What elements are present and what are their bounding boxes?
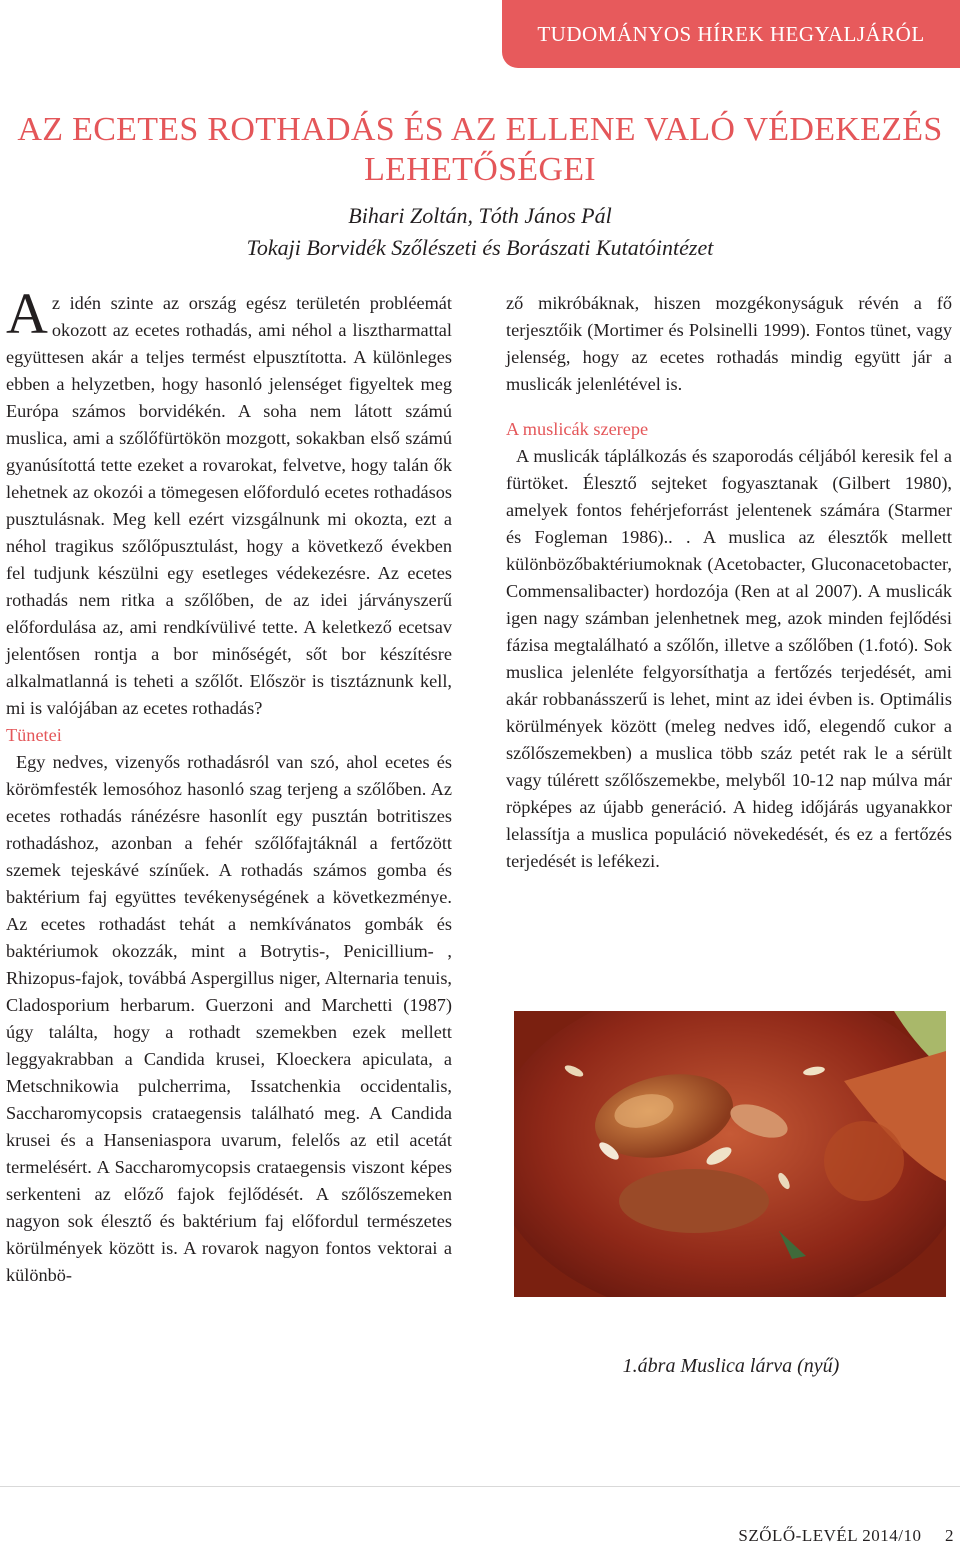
page-footer [738,1526,954,1546]
larva-photo [514,1011,946,1297]
figure-caption: 1.ábra Muslica lárva (nyű) [622,1355,840,1377]
section-banner [502,0,960,68]
title-line-1: AZ ECETES ROTHADÁS ÉS AZ ELLENE VALÓ VÉDEKEZÉS [17,111,943,148]
page-number: 2 [945,1526,954,1545]
continuation-text: ző mikróbáknak, hiszen mozgékonyságuk révén a fő terjesztőik (Mortimer és Polsinelli 1999). Fontos tünet, vagy jelenség, hogy az ecetes rothadás mindig együtt jár a muslicák jelenlétével is. [506,293,952,394]
title-line-2: LEHETŐSÉGEI [364,151,596,188]
authors: Bihari Zoltán, Tóth János Pál [348,203,612,228]
right-column [506,290,952,875]
footer-divider [0,1486,960,1487]
larva-photo-illustration [514,1011,946,1297]
symptoms-text: Egy nedves, vizenyős rothadásról van szó, ahol ecetes és körömfesték lemosóhoz hasonló szag terjeng a szőlőben. Az ecetes rothadás ránézésre hasonlít egy pusztán botritiszes rothadáshoz, azonban a fehér szőlőfajtáknál a fertőzött szemek tejeskávé színűek. A rothadás számos gomba és baktérium faj együttes tevékenységének a következménye. Az ecetes rothadást tehát a nemkívánatos gombák és baktériumok okozzák, mint a Botrytis-, Penicillium- , Rhizopus-fajok, továbbá Aspergillus niger, Alternaria tenuis, Cladosporium herbarum. Guerzoni and Marchetti (1987) úgy találta, hogy a rothadt szemekben ezek mellett leggyakrabban a Candida krusei, Kloeckera apiculata, a Metschnikowia pulcherrima, Issatchenkia occidentalis, Saccharomycopsis crataegensis található meg. A Candida krusei és a Hanseniaspora uvarum, felelős az etil acetát termelésért. A Saccharomycopsis crataegensis viszont képes serkenteni az előző fajok fejlődését. A szőlőszemeken nagyon sok élesztő és baktérium faj előfordul természetes körülmények között is. A rovarok nagyon fontos vektorai a különbö- [6,752,452,1285]
left-column [6,281,452,1289]
section-heading-symptoms: Tünetei [6,725,62,745]
byline [0,200,960,264]
section-heading-fruitflies: A muslicák szerepe [506,419,649,439]
intro-paragraph [6,281,452,722]
drop-cap: A [6,281,48,346]
intro-text: z idén szinte az ország egész területén probléemát okozott az ecetes rothadás, ami néhol a lisztharmattal együttesen akár a teljes termést elpusztította. A különleges ebben a helyzetben, hogy hasonló jelenséget figyeltek meg Európa számos borvidékén. A soha nem látott számú muslica, ami a szőlőfürtökön mozgott, sokakban első számú gyanúsítottá tette ezeket a rovarokat, felvetve, hogy talán ők lehetnek az okozói a tömegesen előforduló ecetes rothadásos pusztulásnak. Meg kell ezért vizsgálnunk mi okozta, ezt a néhol tragikus szőlőpusztulást, hogy a következő években fel tudjunk készülni egy esetleges védekezésre. Az ecetes rothadás nem ritka a szőlőben, de az idei járványszerű előfordulása az, ami rendkívülivé tette. A keletkező ecetsav jelentősen rontja a bor minőségét, sőt bor készítésre alkalmatlanná is teheti a szőlőt. Először is tisztáznunk kell, mi is valójában az ecetes rothadás? [6,293,452,718]
fruitflies-text: A muslicák táplálkozás és szaporodás céljából keresik fel a fürtöket. Élesztő sejteket fogyasztanak (Gilbert 1980), amelyek fontos fehérjeforrást jelentenek számára (Starmer és Fogleman 1986).. . A muslica az élesztők mellett különbözőbaktériumoknak (Acetobacter, Gluconacetobacter, Commensalibacter) hordozója (Ren at al 2007). A muslicák igen nagy számban jelenhetnek meg, azok minden fejlődési fázisa megtalálható a szőlőn, illetve a szőlőben (1.fotó). Sok muslica jelenléte felgyorsíthatja a fertőzés terjedését, ami akár robbanásszerű is lehet, mint az idei évben is. Optimális körülmények között (meleg nedves idő, elegendő cukor a szőlőszemekben) a muslica több száz petét rak le a sérült vagy túlérett szőlőszemekbe, melyből 10-12 nap múlva már röpképes az újabb generáció. A hideg időjárás ugyanakkor lelassítja a muslica populáció növekedését, és ez a fertőzés terjedését is lefékezi. [506,446,952,871]
article-title [0,110,960,190]
institute: Tokaji Borvidék Szőlészeti és Borászati Kutatóintézet [246,235,714,260]
publication-name: SZŐLŐ-LEVÉL 2014/10 [738,1526,922,1545]
section-label: TUDOMÁNYOS HÍREK HEGYALJÁRÓL [537,21,925,46]
